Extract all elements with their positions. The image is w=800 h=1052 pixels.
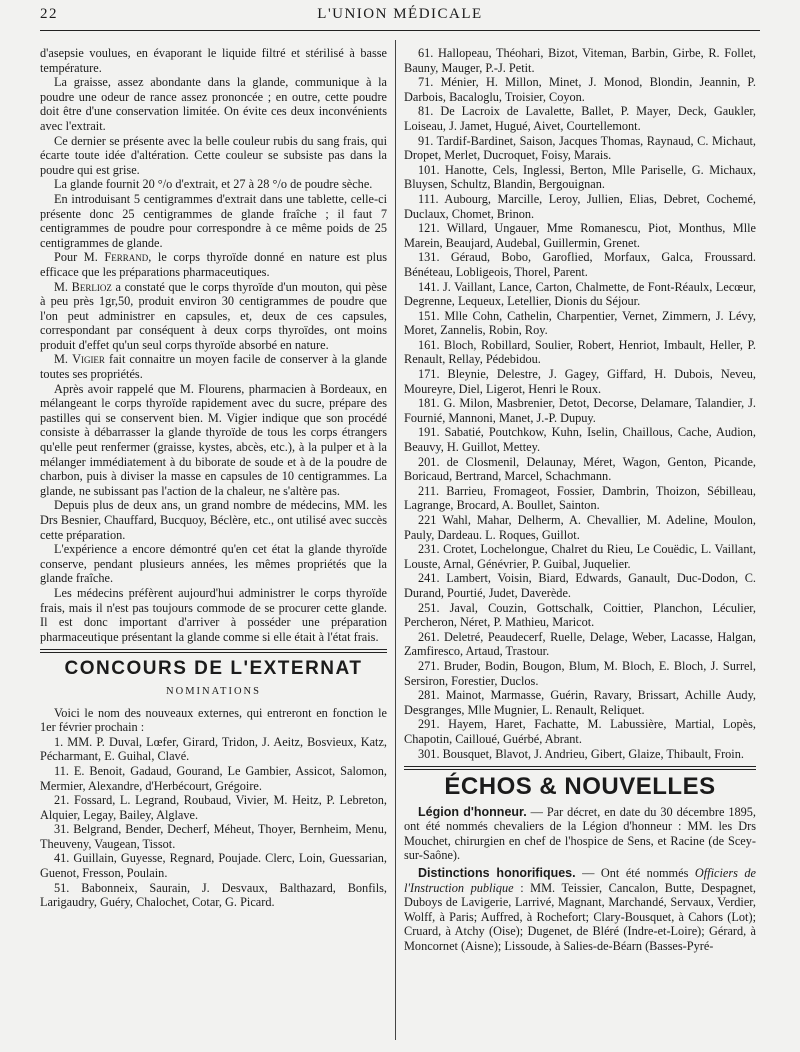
list-item: 221 Wahl, Mahar, Delherm, A. Chevallier, M. Adeline, Moulon, Pauly, Dardeau. L. Roques, Guillot.	[404, 513, 756, 542]
paragraph: En introduisant 5 centigrammes d'extrait dans une tablette, celle-ci présente donc 25 centigrammes de glande fraîche ; il faut 7 centigrammes de poudre pour correspondre à ce même poids de 25 centigrammes de glande.	[40, 191, 387, 250]
list-item: 111. Aubourg, Marcille, Leroy, Jullien, Elias, Debret, Cochemé, Duclaux, Chomet, Brinon.	[404, 191, 756, 221]
intro-paragraph: Voici le nom des nouveaux externes, qui entreront en fonction le 1er février prochain :	[40, 705, 387, 735]
list-item: 211. Barrieu, Fromageot, Fossier, Dambrin, Thoizon, Sébilleau, Lagrange, Brocard, A. Boullet, Sainton.	[404, 483, 756, 513]
subsection-title: NOMINATIONS	[166, 685, 261, 697]
paragraph-text: fait connaitre un moyen facile de conserver à la glande toutes ses propriétés.	[40, 352, 388, 382]
paragraph: La graisse, assez abondante dans la glande, communique à la poudre une odeur de rance assez prononcée ; en outre, cette poudre doit être d'une conservation limitée. On évite ces deux inconvénients avec l'extrait.	[40, 75, 387, 133]
paragraph: Après avoir rappelé que M. Flourens, pharmacien à Bordeaux, en mélangeant le corps thyroïde rapidement avec du sucre, prépare des pastilles qui se conservent bien. M. Vigier indique que son procédé consiste à débarrasser la glande thyroïde de tous les corps étrangers qu'elle peut renfermer (graisse, kystes, abcès, etc.), à la pulper et à la mélanger immédiatement à du biborate de soude et à de la poudre de charbon, puis à diviser la masse en capsules de 10 centigrammes. La glande, ne subissant pas l'action de la chaleur, ne s'altère pas.	[40, 381, 387, 498]
list-item: 141. J. Vaillant, Lance, Carton, Chalmette, de Font-Réaulx, Lecœur, Degrenne, Lequeux, Letellier, Dionis du Séjour.	[404, 279, 756, 309]
header-rule	[40, 30, 760, 31]
list-item: 291. Hayem, Haret, Fachatte, M. Labussière, Martial, Lopès, Chapotin, Cailloué, Guérbé, Abrant.	[404, 717, 756, 746]
list-item: 51. Babonneix, Saurain, J. Desvaux, Balthazard, Bonfils, Larigaudry, Guéry, Chalochet, Cotar, G. Picard.	[40, 880, 387, 910]
paragraph: Depuis plus de deux ans, un grand nombre de médecins, MM. les Drs Besnier, Chauffard, Bucquoy, Béclère, etc., ont utilisé avec succès cette préparation.	[40, 498, 387, 542]
paragraph-text: , le corps thyroïde donné en nature est plus efficace que les préparations pharmaceutiques.	[40, 250, 388, 279]
list-item: 281. Mainot, Marmasse, Guérin, Ravary, Brissart, Achille Audy, Desgranges, Mlle Mugnier, L. Renault, Reliquet.	[404, 688, 756, 717]
paragraph-prefix: M.	[54, 352, 69, 367]
news-item-distinctions	[404, 866, 756, 954]
list-item: 201. de Closmenil, Delaunay, Méret, Wagon, Genton, Picande, Boricaud, Bertrand, Marcel, Schachmann.	[404, 454, 756, 484]
list-item: 301. Bousquet, Blavot, J. Andrieu, Gibert, Glaize, Thibault, Froin.	[418, 746, 744, 761]
author-name: Vigier	[72, 352, 105, 367]
nomination-list	[40, 735, 387, 910]
news-item-italic: Officiers de l'Instruction publique	[404, 866, 756, 895]
nomination-list	[404, 46, 756, 761]
left-column	[40, 46, 387, 910]
paragraph	[40, 280, 387, 353]
news-item-text: : MM. Teissier, Cancalon, Butte, Despagnet, Duboys de Lavigerie, Larrivé, Magnant, Marchandé, Servaux, Verdier, Wolff, à Paris; Auffred, à Rochefort; Clary-Bousquet, à Cahors (Lot); Cruard, à Atchy (Oise); Dugenet, de Bléré (Indre-et-Loire); Gérard, à Moncornet (Aisne); Lissoude, à Salies-de-Béarn (Basses-Pyré-	[404, 880, 757, 954]
list-item: 11. E. Benoit, Gadaud, Gourand, Le Gambier, Assicot, Salomon, Mermier, Alexandre, d'Herbécourt, Grégoire.	[40, 763, 387, 793]
list-item: 31. Belgrand, Bender, Decherf, Méheut, Thoyer, Bernheim, Menu, Theuveny, Vaugean, Tissot.	[40, 822, 387, 851]
list-item: 151. Mlle Cohn, Cathelin, Charpentier, Vernet, Zimmern, J. Lévy, Moret, Zannelis, Robin, Roy.	[404, 308, 756, 338]
list-item: 101. Hanotte, Cels, Inglessi, Berton, Mlle Pariselle, G. Michaux, Bluysen, Schultz, Blandin, Bergouignan.	[404, 162, 756, 192]
list-item: 231. Crotet, Lochelongue, Chalret du Rieu, Le Couëdic, L. Vaillant, Louste, Arnal, Génévrier, P. Guibal, Juquelier.	[404, 542, 756, 571]
list-item: 251. Javal, Couzin, Gottschalk, Coittier, Planchon, Léculier, Percheron, Néret, P. Mathieu, Maricot.	[404, 600, 756, 630]
list-item: 91. Tardif-Bardinet, Saison, Jacques Thomas, Raynaud, C. Michaut, Dropet, Merlet, Ducroquet, Foisy, Marais.	[404, 133, 756, 163]
news-item-legion	[404, 805, 756, 863]
news-item-label: Distinctions honorifiques.	[418, 866, 576, 881]
list-item: 171. Bleynie, Delestre, J. Gagey, Giffard, H. Dubois, Neveu, Moureyre, Diel, Ligerot, Henri le Roux.	[404, 367, 756, 396]
paragraph: d'asepsie voulues, en évaporant le liquide filtré et stérilisé à basse température.	[40, 46, 387, 75]
list-item: 241. Lambert, Voisin, Biard, Edwards, Ganault, Duc-Dodon, C. Durand, Pourtié, Judet, Daverède.	[404, 571, 756, 600]
paragraph: La glande fournit 20 °/o d'extrait, et 27 à 28 °/o de poudre sèche.	[54, 177, 373, 192]
list-item: 1. MM. P. Duval, Lœfer, Girard, Tridon, J. Aeitz, Bosvieux, Katz, Pécharmant, E. Guihal, Clavé.	[40, 734, 387, 764]
list-item: 271. Bruder, Bodin, Bougon, Blum, M. Bloch, E. Bloch, J. Surrel, Sersiron, Forestier, Duclos.	[404, 658, 756, 688]
paragraph: L'expérience a encore démontré qu'en cet état la glande thyroïde conserve, pendant plusieurs années, les mêmes propriétés que la glande fraîche.	[40, 542, 387, 586]
section-title: ÉCHOS & NOUVELLES	[444, 773, 716, 801]
page-header	[40, 4, 760, 26]
list-item: 71. Ménier, H. Millon, Minet, J. Monod, Blondin, Jeannin, P. Darbois, Bacaloglu, Troisier, Coyon.	[404, 75, 756, 104]
list-item: 161. Bloch, Robillard, Soulier, Robert, Henriot, Imbault, Heller, P. Renault, Rellay, Pédebidou.	[404, 337, 756, 367]
section-rule	[404, 766, 756, 770]
paragraph-prefix: Pour M.	[54, 250, 98, 265]
list-item: 191. Sabatié, Poutchkow, Kuhn, Iselin, Chaillous, Cache, Audion, Beauvy, H. Guillot, Mettey.	[404, 425, 756, 455]
paragraph: Ce dernier se présente avec la belle couleur rubis du sang frais, qui écarte toute idée d'altération. Cette couleur se subsiste pas dans la poudre qui est grise.	[40, 133, 387, 177]
paragraph	[40, 352, 387, 381]
news-item-text: — Ont été nommés	[575, 866, 695, 881]
list-item: 181. G. Milon, Masbrenier, Detot, Decorse, Delamare, Talandier, J. Fournié, Mannoni, Manet, J.-P. Dupuy.	[404, 396, 756, 425]
section-title: CONCOURS DE L'EXTERNAT	[64, 658, 363, 680]
page-number: 22	[40, 6, 58, 22]
list-item: 261. Deletré, Peaudecerf, Ruelle, Delage, Weber, Lacasse, Halgan, Zamfiresco, Artaud, Trastour.	[404, 629, 756, 659]
paragraph: Les médecins préfèrent aujourd'hui administrer le corps thyroïde frais, mais il n'est pas toujours commode de se procurer cette glande. Il est donc important d'arriver à posséder une préparation pharmaceutique présentant la glande comme si elle était à l'état frais.	[40, 585, 387, 644]
running-title: L'UNION MÉDICALE	[317, 6, 483, 22]
paragraph-prefix: M.	[54, 279, 69, 294]
news-item-label: Légion d'honneur.	[418, 804, 527, 819]
author-name: Ferrand	[104, 250, 149, 265]
paragraph-text: a constaté que le corps thyroïde d'un mouton, qui pèse à peu près 1gr,50, produit environ 30 centigrammes de poudre que l'on peut administrer en capsules, et, deux de ces capsules, correspondant par conséquent à deux corps thyroïdes, ont moins produit d'effet qu'un seul corps thyroïde absorbé en nature.	[40, 279, 388, 352]
list-item: 121. Willard, Ungauer, Mme Romanescu, Piot, Monthus, Mlle Marein, Beaujard, Audebal, Guillermin, Grenet.	[404, 221, 756, 250]
column-divider	[395, 40, 396, 1040]
list-item: 131. Géraud, Bobo, Garoflied, Morfaux, Galca, Froussard. Bénéteau, Lobligeois, Thorel, Parent.	[404, 250, 756, 279]
paragraph	[40, 250, 387, 279]
news-item-text: — Par décret, en date du 30 décembre 1895, ont été nommés chevaliers de la Légion d'honneur : MM. les Drs Mouchet, chirurgien en chef de l'hospice de Sens, et Racine (de Scey-sur-Saône).	[404, 804, 756, 863]
author-name: Berlioz	[71, 279, 112, 294]
list-item: 61. Hallopeau, Théohari, Bizot, Viteman, Barbin, Girbe, R. Follet, Bauny, Mauger, P.-J. Petit.	[404, 46, 756, 75]
list-item: 21. Fossard, L. Legrand, Roubaud, Vivier, M. Heitz, P. Lebreton, Alquier, Legay, Bailey, Alglave.	[40, 793, 387, 822]
right-column	[404, 46, 756, 954]
list-item: 81. De Lacroix de Lavalette, Ballet, P. Mayer, Deck, Gaukler, Loiseau, J. Jamet, Hugué, Aivet, Courtellemont.	[404, 104, 756, 133]
list-item: 41. Guillain, Guyesse, Regnard, Poujade. Clerc, Loin, Guessarian, Guenot, Fresson, Poulain.	[40, 851, 387, 881]
section-rule	[40, 649, 387, 653]
